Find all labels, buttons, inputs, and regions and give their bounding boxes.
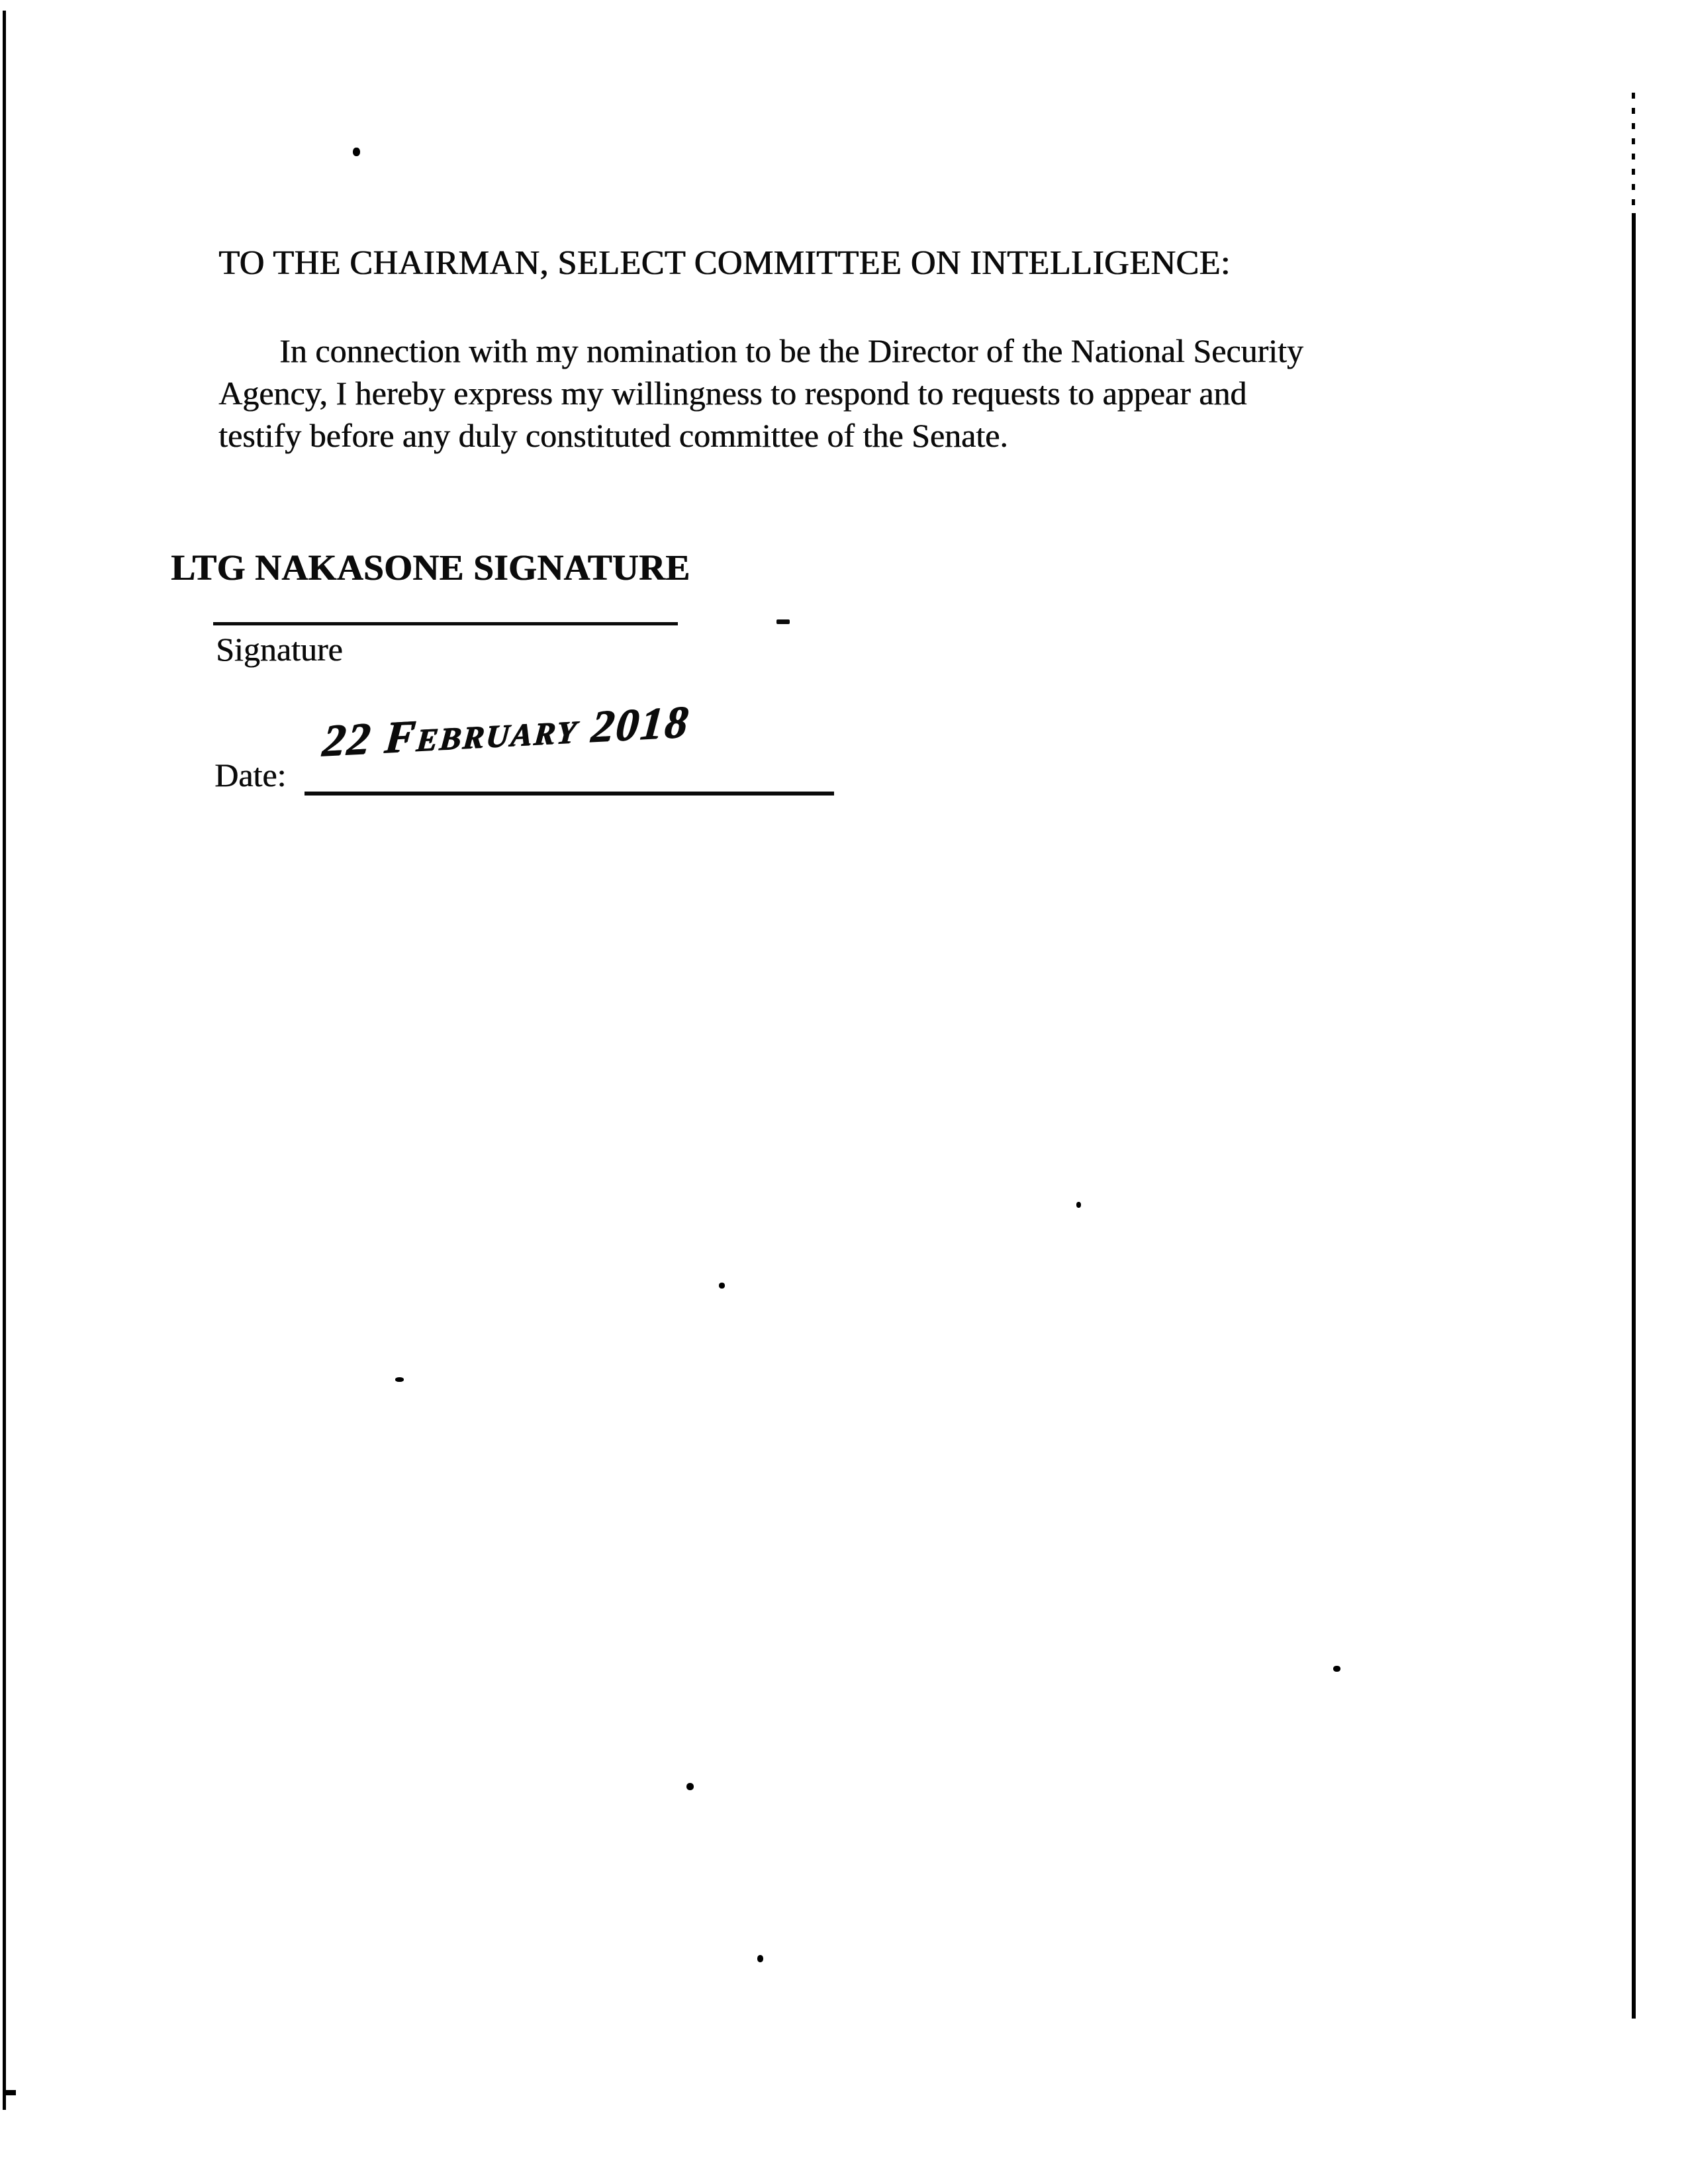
right-scan-edge-line-solid <box>1632 213 1636 2019</box>
scan-speck <box>1333 1666 1340 1672</box>
scan-speck <box>353 148 360 156</box>
body-line: testify before any duly constituted committee of the Senate. <box>218 417 1008 454</box>
date-line-rule <box>305 792 834 796</box>
stray-dash-mark <box>776 619 790 624</box>
scan-speck <box>719 1283 725 1289</box>
signature-line-rule <box>213 622 678 625</box>
scan-speck <box>1076 1202 1081 1208</box>
scan-speck <box>395 1377 404 1382</box>
signature-placeholder-text: LTG NAKASONE SIGNATURE <box>171 547 690 588</box>
left-scan-edge-line <box>3 11 6 2110</box>
body-line: In connection with my nomination to be the Director of the National Security <box>279 332 1303 369</box>
date-label: Date: <box>214 756 287 794</box>
body-paragraph <box>218 330 1303 457</box>
scan-speck <box>757 1955 763 1962</box>
signature-label: Signature <box>216 631 343 668</box>
scan-speck <box>686 1783 694 1790</box>
right-scan-edge-line-dashed <box>1632 93 1635 215</box>
scan-speck <box>5 2090 16 2095</box>
handwritten-date: 22 February 2018 <box>320 696 692 766</box>
body-line: Agency, I hereby express my willingness to respond to requests to appear and <box>218 375 1247 412</box>
salutation-line: TO THE CHAIRMAN, SELECT COMMITTEE ON INTELLIGENCE: <box>218 244 1231 282</box>
